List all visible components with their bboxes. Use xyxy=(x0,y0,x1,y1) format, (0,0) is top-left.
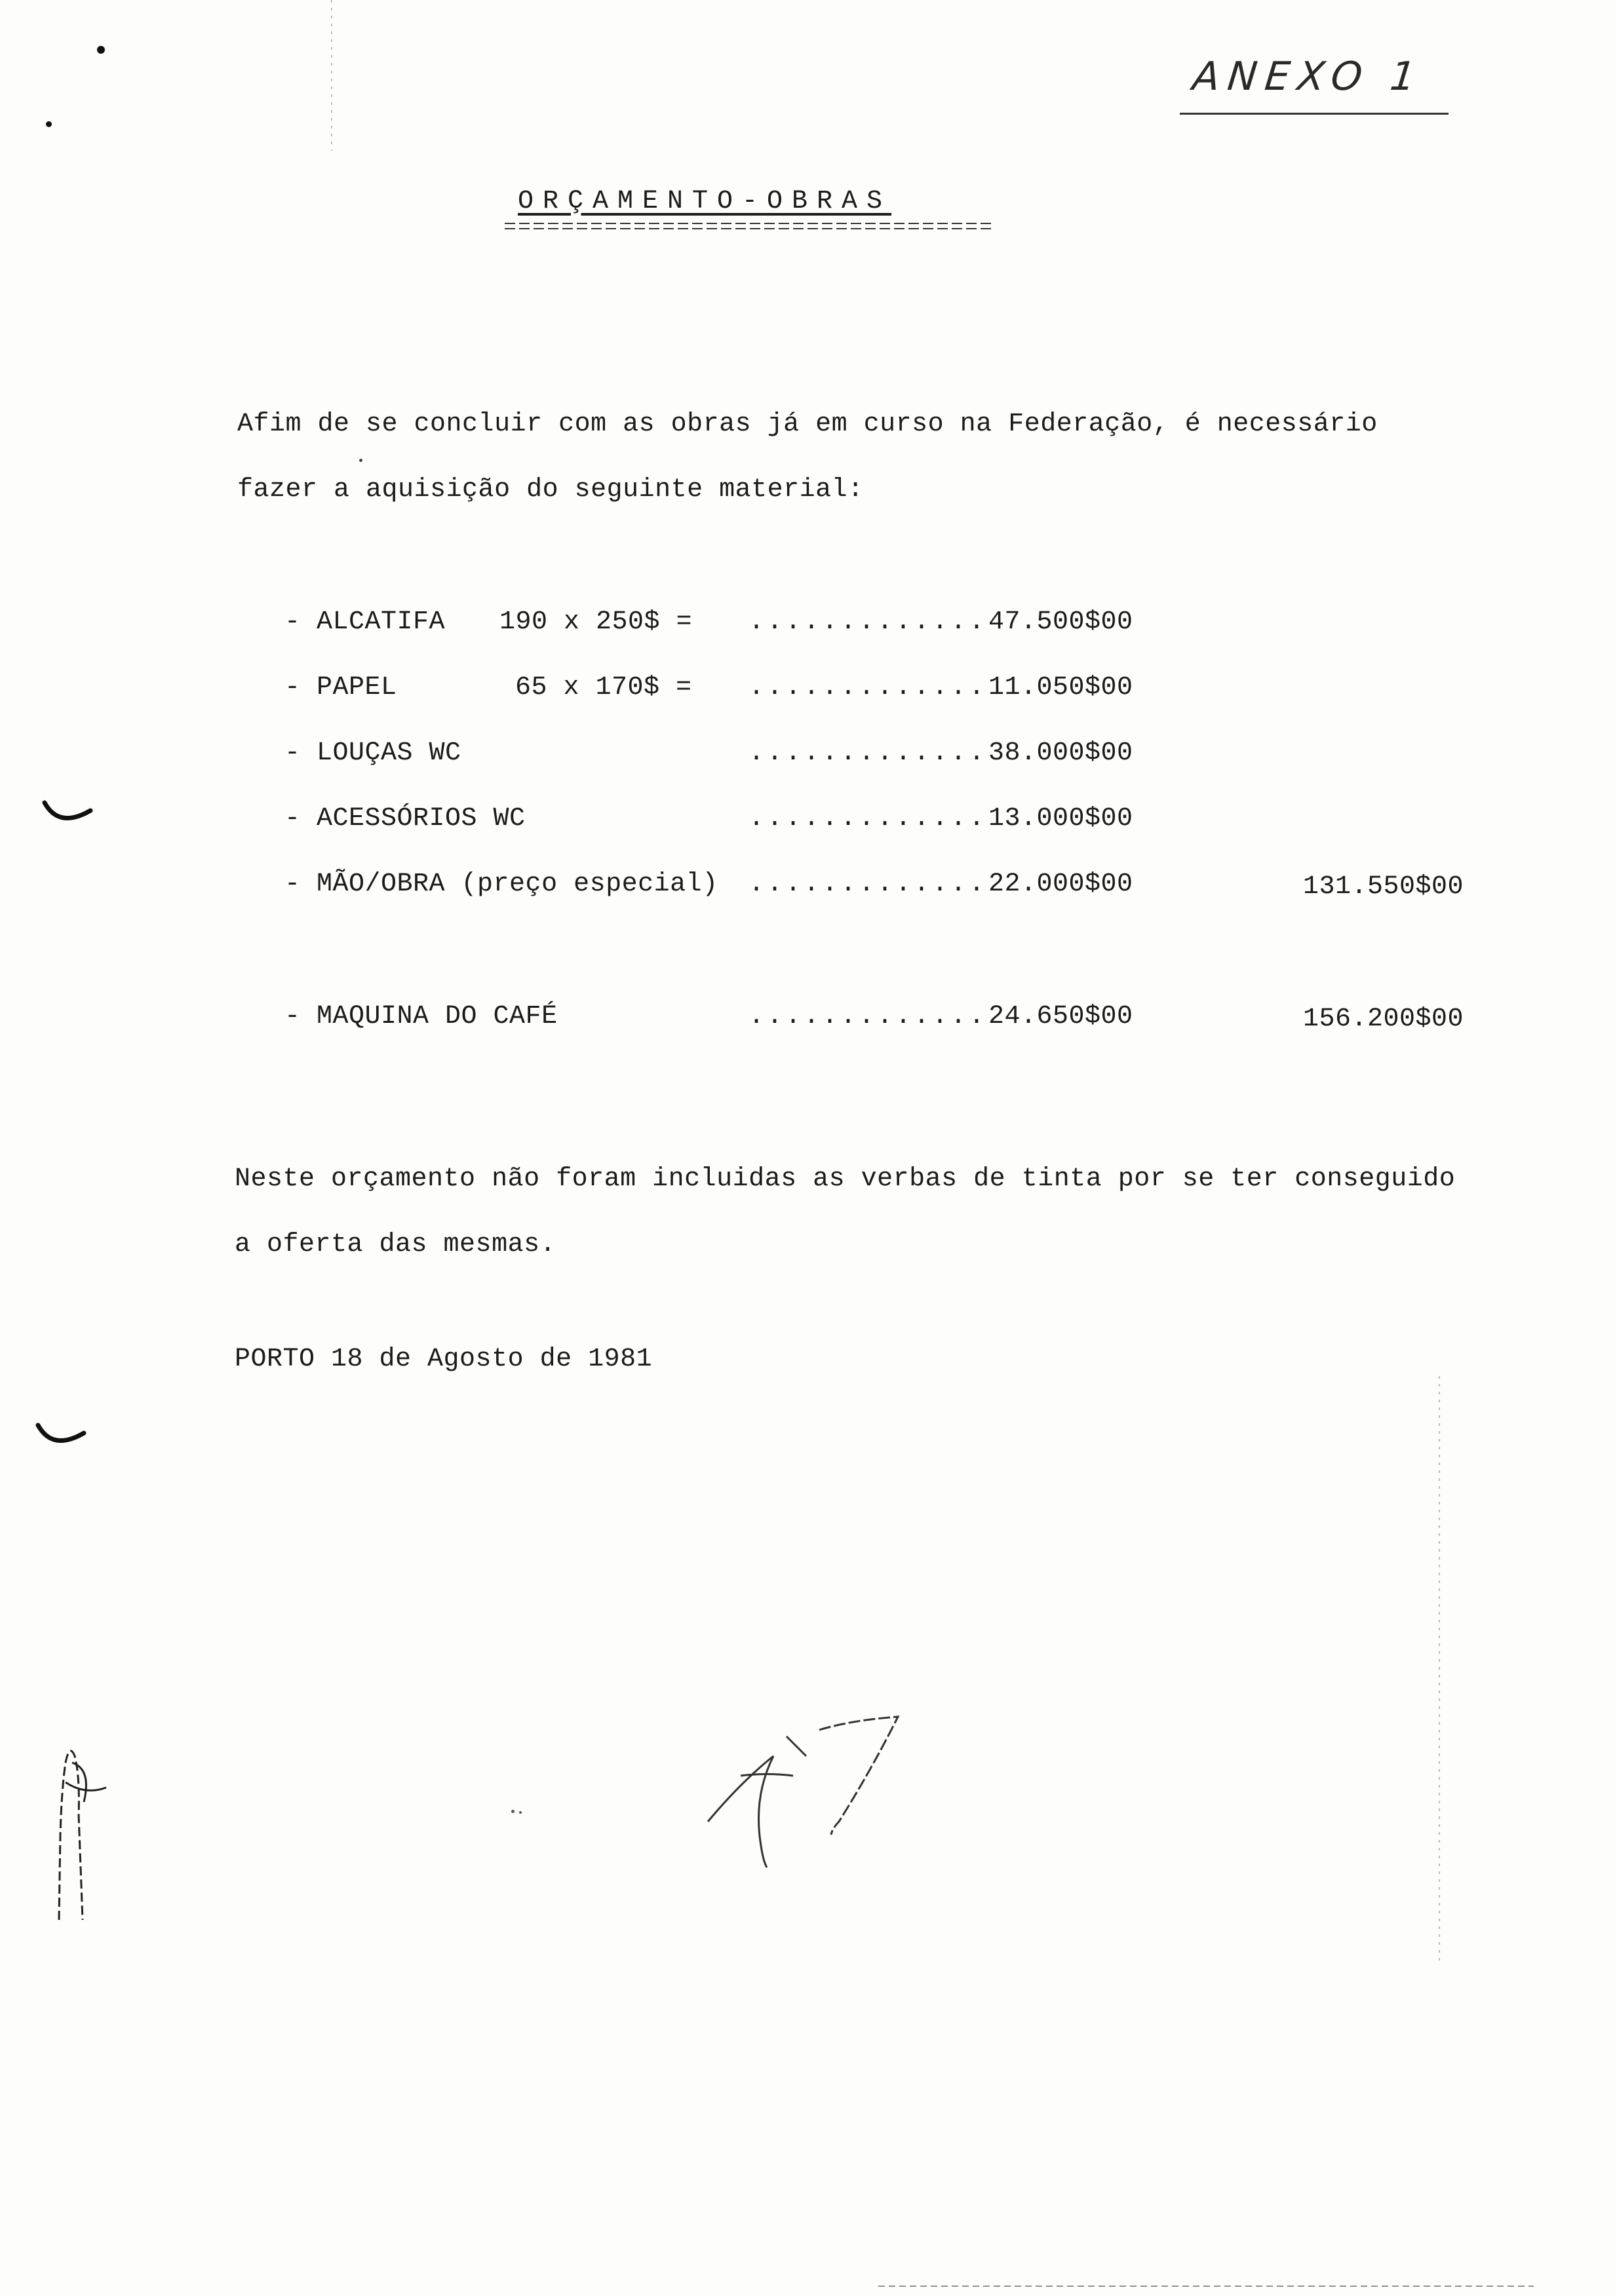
item-name: - MAQUINA DO CAFÉ xyxy=(284,1002,558,1031)
punch-mark xyxy=(46,121,52,127)
item-leader-dots: ............. xyxy=(749,738,988,768)
item-name: - PAPEL xyxy=(284,673,397,702)
annex-underline xyxy=(1180,113,1449,115)
note-line-2: a oferta das mesmas. xyxy=(235,1230,556,1259)
place-date: PORTO 18 de Agosto de 1981 xyxy=(235,1345,653,1374)
item-amount: 11.050$00 xyxy=(988,673,1133,702)
margin-initials xyxy=(46,1736,118,1926)
title-double-rule xyxy=(505,223,993,224)
item-name: - ACESSÓRIOS WC xyxy=(284,804,526,833)
scan-artifact-line xyxy=(878,2286,1534,2287)
item-amount: 13.000$00 xyxy=(988,804,1133,833)
item-subtotal: 156.200$00 xyxy=(1303,1004,1464,1034)
scan-artifact-line xyxy=(331,0,332,151)
item-amount: 47.500$00 xyxy=(988,607,1133,637)
item-amount: 22.000$00 xyxy=(988,870,1133,899)
document-title: ORÇAMENTO-OBRAS xyxy=(518,187,892,216)
item-calculation: 65 x 170$ = xyxy=(515,673,692,702)
item-subtotal: 131.550$00 xyxy=(1303,872,1464,902)
speck xyxy=(359,459,362,462)
item-calculation: 190 x 250$ = xyxy=(499,607,693,637)
item-leader-dots: ............. xyxy=(749,607,988,637)
item-leader-dots: ............. xyxy=(749,870,988,899)
item-leader-dots: ............. xyxy=(749,673,988,702)
title-double-rule xyxy=(505,228,993,229)
item-leader-dots: ............. xyxy=(749,1002,988,1031)
speck xyxy=(511,1810,515,1813)
scan-artifact-line xyxy=(1439,1376,1440,1966)
annex-label: ANEXO 1 xyxy=(1190,54,1426,100)
signature xyxy=(695,1710,911,1874)
item-amount: 38.000$00 xyxy=(988,738,1133,768)
item-amount: 24.650$00 xyxy=(988,1002,1133,1031)
item-name: - MÃO/OBRA (preço especial) xyxy=(284,870,718,899)
binder-hole-mark xyxy=(39,796,98,835)
punch-mark xyxy=(97,46,105,54)
binder-hole-mark xyxy=(33,1419,92,1458)
speck xyxy=(519,1811,522,1814)
intro-line-1: Afim de se concluir com as obras já em curso na Federação, é necessário xyxy=(237,410,1378,439)
intro-line-2: fazer a aquisição do seguinte material: xyxy=(237,475,864,505)
item-name: - LOUÇAS WC xyxy=(284,738,461,768)
item-name: - ALCATIFA xyxy=(284,607,446,637)
item-leader-dots: ............. xyxy=(749,804,988,833)
note-line-1: Neste orçamento não foram incluidas as verbas de tinta por se ter conseguido xyxy=(235,1164,1456,1194)
